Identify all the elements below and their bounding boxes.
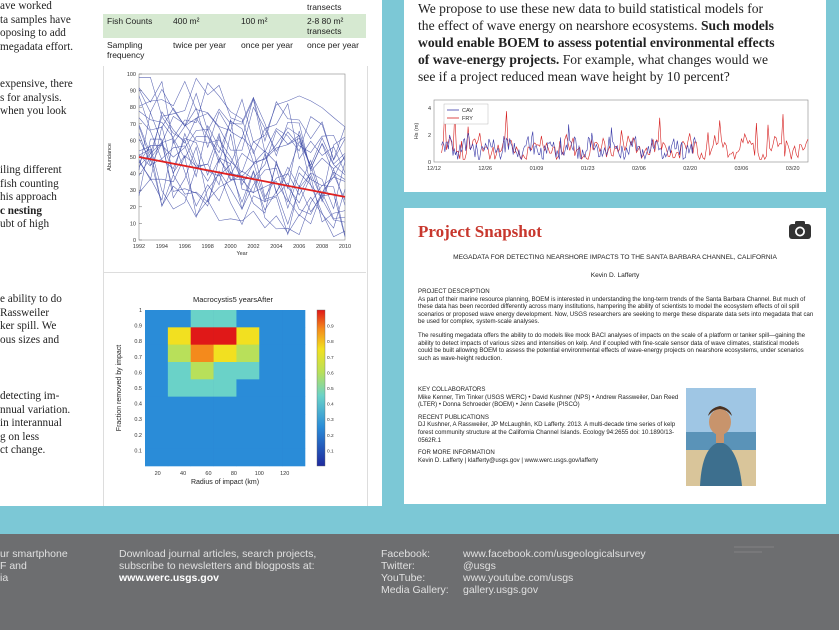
y-tick-label: 0.6	[134, 370, 142, 377]
y-tick-label: 40	[129, 171, 136, 178]
heatmap-cell	[191, 449, 214, 467]
heatmap-cell	[214, 345, 237, 363]
y-tick-label: 4	[427, 106, 431, 113]
table-row	[103, 0, 366, 14]
x-tick-label: 1998	[201, 244, 214, 250]
y-tick-label: 0.8	[134, 339, 142, 346]
footer-qr-text: ur smartphone F and ia	[0, 548, 68, 584]
y-tick-label: 100	[126, 72, 136, 78]
x-tick-label: 2008	[315, 244, 329, 250]
footer-bar	[0, 534, 839, 630]
heatmap-cell	[259, 414, 282, 432]
heatmap-cell	[191, 327, 214, 345]
footer-logo-placeholder	[734, 546, 774, 560]
heatmap-cell	[259, 397, 282, 415]
heatmap-cell	[168, 397, 191, 415]
x-tick-label: 40	[180, 471, 187, 477]
heatmap-cell	[236, 449, 259, 467]
heatmap-cell	[282, 379, 305, 397]
footer-downloads: Download journal articles, search projects, subscribe to newsletters and blogposts at: www.werc.usgs.gov	[119, 548, 317, 584]
heatmap-cell	[259, 362, 282, 380]
left-paragraph-2: expensive, there s for analysis. when you look	[0, 78, 73, 118]
text-line: see if a project reduced mean wave height by 10 percent?	[418, 69, 730, 84]
heatmap-cell	[214, 379, 237, 397]
table-row	[103, 38, 366, 62]
heatmap-chart	[103, 276, 366, 506]
heatmap-cell	[259, 379, 282, 397]
y-tick-label: 1	[138, 308, 142, 314]
heatmap-cell	[191, 362, 214, 380]
snapshot-body	[418, 288, 814, 362]
heatmap-cell	[145, 397, 168, 415]
x-tick-label: 1996	[178, 244, 191, 250]
y-axis-label: Abundance	[107, 143, 113, 171]
y-tick-label: 0	[427, 160, 431, 166]
y-tick-label: 30	[129, 188, 136, 195]
heatmap-cell	[259, 327, 282, 345]
colorbar-tick-label: 0.4	[327, 402, 334, 408]
x-tick-label: 03/20	[785, 166, 800, 172]
table-cell: transects	[303, 0, 366, 14]
snapshot-author: Kevin D. Lafferty	[590, 272, 640, 279]
figure-divider	[103, 272, 366, 273]
heatmap-cell	[191, 414, 214, 432]
heatmap-cell	[145, 414, 168, 432]
camera-icon	[788, 220, 812, 240]
y-axis-label: Hs (m)	[414, 122, 420, 140]
heatmap-cell	[259, 310, 282, 328]
left-panel	[0, 0, 382, 506]
x-tick-label: 60	[205, 471, 212, 477]
heatmap-cell	[168, 449, 191, 467]
media-gallery-link[interactable]: gallery.usgs.gov	[463, 584, 539, 596]
heatmap-cell	[282, 397, 305, 415]
heatmap-cell	[191, 397, 214, 415]
table-cell: 400 m²	[169, 14, 237, 38]
contact-text: Kevin D. Lafferty | klafferty@usgs.gov | www.werc.usgs.gov/lafferty	[418, 456, 599, 464]
table-cell: twice per year	[169, 38, 237, 62]
table-cell: Sampling frequency	[103, 38, 169, 62]
x-tick-label: 01/23	[580, 166, 595, 172]
colorbar-tick-label: 0.7	[327, 355, 334, 361]
colorbar-tick-label: 0.9	[327, 324, 334, 330]
wave-height-chart	[410, 96, 820, 178]
left-paragraph-5: detecting im- nnual variation. in interannual g on less ct change.	[0, 390, 71, 457]
heatmap-cell	[168, 379, 191, 397]
heatmap-cell	[145, 449, 168, 467]
text-line: We propose to use these new data to build statistical models for	[418, 1, 764, 16]
heatmap-cell	[191, 345, 214, 363]
x-tick-label: 100	[254, 471, 264, 477]
x-tick-label: 02/20	[683, 166, 698, 172]
colorbar	[317, 310, 325, 466]
collaborators-text: Mike Kenner, Tim Tinker (USGS WERC) • David Kushner (NPS) • Andrew Rassweiler, Dan Reed (LTER) • Donna Schroeder (BOEM) • Jenn Caselle (PISCO)	[418, 393, 679, 409]
x-tick-label: 80	[230, 471, 237, 477]
x-tick-label: 01/09	[529, 166, 544, 172]
x-axis-label: Year	[236, 251, 248, 257]
colorbar-tick-label: 0.1	[327, 449, 334, 455]
left-paragraph-4: e ability to do Rassweiler ker spill. We ous sizes and	[0, 293, 62, 346]
heatmap-cell	[168, 362, 191, 380]
y-tick-label: 0.9	[134, 323, 142, 330]
description-paragraph: As part of their marine resource planning, BOEM is interested in understanding the long-term trends of the Santa Barbara Channel. But much of these data has been recorded differently across many institutions, hampering the ability of scientists to model the ecosystem effects of oil spill scenarios or proposed wave energy development. Now, USGS researchers are seeking to merge these disparate data sets into megadata that can be used for complex, system-scale analyses.	[418, 295, 814, 326]
heatmap-cell	[282, 327, 305, 345]
y-tick-label: 2	[427, 133, 431, 140]
sampling-table	[103, 0, 366, 62]
abundance-chart	[103, 68, 366, 268]
table-cell: once per year	[303, 38, 366, 62]
heatmap-cell	[236, 345, 259, 363]
table-cell	[169, 0, 237, 14]
x-axis-label: Radius of impact (km)	[190, 479, 260, 486]
x-tick-label: 12/12	[427, 166, 441, 172]
table-cell	[103, 0, 169, 14]
heatmap-cell	[214, 310, 237, 328]
x-tick-label: 120	[280, 471, 290, 477]
y-tick-label: 10	[129, 221, 136, 228]
colorbar-tick-label: 0.5	[327, 387, 334, 392]
heatmap-cell	[145, 345, 168, 363]
table-cell: 2-8 80 m² transects	[303, 14, 366, 38]
colorbar-tick-label: 0.2	[327, 433, 334, 439]
heatmap-cell	[259, 431, 282, 449]
y-tick-label: 80	[129, 105, 136, 112]
y-axis-label: Fraction removed by impact	[116, 344, 123, 432]
heatmap-cell	[214, 449, 237, 467]
legend-label-fry: FRY	[462, 116, 473, 122]
footer-social-labels: Facebook: Twitter: YouTube: Media Gallery:	[381, 548, 449, 596]
heatmap-cell	[191, 431, 214, 449]
heatmap-cell	[236, 310, 259, 328]
youtube-link[interactable]: www.youtube.com/usgs	[463, 572, 574, 584]
heatmap-cell	[168, 327, 191, 345]
heatmap-cell	[145, 327, 168, 345]
wave-energy-panel	[404, 0, 826, 192]
x-tick-label: 2004	[270, 244, 283, 250]
heatmap-cell	[145, 431, 168, 449]
text-line: Such models	[700, 18, 774, 33]
description-paragraph: The resulting megadata offers the ability to do models like mock BACI analyses of impacts on the scale of a platform or tanker spill—gaining the ability to detect impacts of various sizes and intensities on kelp. And if coupled with fine-scale sensor data of wave climates, statistical models could be built allowing BOEM to assess the potential environmental effects of wave-energy projects on nearshore ecosystems, under scenarios such as wave-height reduction.	[418, 331, 806, 362]
facebook-link[interactable]: www.facebook.com/usgeologicalsurvey	[463, 548, 646, 560]
section-heading: FOR MORE INFORMATION	[418, 449, 495, 457]
colorbar-tick-label: 0.3	[327, 418, 334, 424]
y-tick-label: 0.5	[134, 386, 142, 392]
heatmap-cell	[168, 431, 191, 449]
snapshot-details	[418, 386, 680, 464]
heatmap-cell	[214, 431, 237, 449]
heatmap-cell	[168, 414, 191, 432]
heatmap-cell	[191, 379, 214, 397]
werc-website-link[interactable]: www.werc.usgs.gov	[119, 572, 219, 584]
x-tick-label: 2006	[293, 244, 306, 250]
heatmap-cell	[191, 310, 214, 328]
x-tick-label: 20	[154, 471, 161, 477]
heatmap-cell	[282, 310, 305, 328]
wave-energy-text	[418, 0, 818, 85]
y-tick-label: 90	[129, 88, 136, 95]
x-tick-label: 02/06	[632, 166, 646, 172]
heatmap-cell	[168, 345, 191, 363]
left-paragraph-3: iling different fish counting his approach c nesting ubt of high	[0, 164, 62, 231]
left-paragraph-1: ave worked ta samples have oposing to add megadata effort.	[0, 0, 74, 53]
heatmap-cell	[168, 310, 191, 328]
heatmap-cell	[145, 362, 168, 380]
snapshot-heading: Project Snapshot	[418, 222, 542, 241]
table-row	[103, 14, 366, 38]
heatmap-cell	[282, 345, 305, 363]
y-tick-label: 70	[129, 121, 136, 128]
heatmap-cell	[236, 327, 259, 345]
heatmap-cell	[214, 362, 237, 380]
heatmap-cell	[236, 431, 259, 449]
section-heading: RECENT PUBLICATIONS	[418, 413, 489, 421]
text-line: of wave-energy projects.	[418, 52, 560, 67]
y-tick-label: 20	[129, 204, 136, 211]
y-tick-label: 0.3	[134, 417, 142, 424]
x-tick-label: 12/26	[478, 166, 493, 172]
y-tick-label: 0.2	[134, 432, 142, 439]
researcher-photo	[686, 388, 756, 486]
x-tick-label: 2010	[338, 244, 352, 250]
heatmap-cell	[214, 327, 237, 345]
heatmap-cell	[145, 379, 168, 397]
text-line: the effect of wave energy on nearshore ecosystems.	[418, 18, 698, 33]
heatmap-cell	[214, 414, 237, 432]
x-tick-label: 03/06	[734, 166, 749, 172]
x-tick-label: 2000	[224, 244, 237, 250]
snapshot-title: MEGADATA FOR DETECTING NEARSHORE IMPACTS TO THE SANTA BARBARA CHANNEL, CALIFORNIA	[453, 254, 777, 261]
y-tick-label: 0.7	[134, 354, 142, 361]
x-tick-label: 1992	[132, 244, 146, 250]
table-cell	[237, 0, 303, 14]
x-tick-label: 2002	[247, 244, 260, 250]
heatmap-cell	[236, 397, 259, 415]
heatmap-cell	[214, 397, 237, 415]
heatmap-cell	[145, 310, 168, 328]
y-tick-label: 0.4	[134, 401, 142, 408]
heatmap-cell	[236, 379, 259, 397]
y-tick-label: 50	[129, 155, 136, 161]
section-heading: KEY COLLABORATORS	[418, 386, 486, 393]
heatmap-cell	[259, 449, 282, 467]
footer-social-links	[463, 548, 646, 596]
heatmap-cell	[282, 431, 305, 449]
y-tick-label: 60	[129, 138, 136, 145]
text-line: For example, what changes would we	[562, 52, 769, 67]
y-tick-label: 0.1	[134, 448, 142, 455]
heatmap-cell	[259, 345, 282, 363]
sampling-table-wrap	[103, 0, 366, 62]
heatmap-cell	[282, 362, 305, 380]
table-cell: once per year	[237, 38, 303, 62]
colorbar-tick-label: 0.6	[327, 371, 334, 377]
text-line: would enable BOEM to assess potential environmental effects	[418, 35, 775, 50]
table-cell: 100 m²	[237, 14, 303, 38]
section-heading: PROJECT DESCRIPTION	[418, 288, 490, 295]
table-cell: Fish Counts	[103, 14, 169, 38]
publications-text: DJ Kushner, A Rassweiler, JP McLaughlin, KD Lafferty. 2013. A multi-decade time series of kelp forest community structure at the California Channel Islands. Ecology 94:2655 doi: 10.1890/13-0562R.1	[418, 421, 676, 444]
heatmap-title: Macrocystis5 yearsAfter	[192, 295, 274, 304]
heatmap-cell	[282, 414, 305, 432]
heatmap-cell	[236, 362, 259, 380]
x-tick-label: 1994	[155, 244, 169, 250]
project-snapshot-panel	[404, 208, 826, 504]
legend-label-cav: CAV	[462, 108, 473, 114]
heatmap-cell	[282, 449, 305, 467]
colorbar-tick-label: 0.8	[327, 340, 334, 346]
twitter-link[interactable]: @usgs	[463, 560, 496, 572]
heatmap-cell	[236, 414, 259, 432]
y-tick-label: 0	[132, 238, 136, 244]
